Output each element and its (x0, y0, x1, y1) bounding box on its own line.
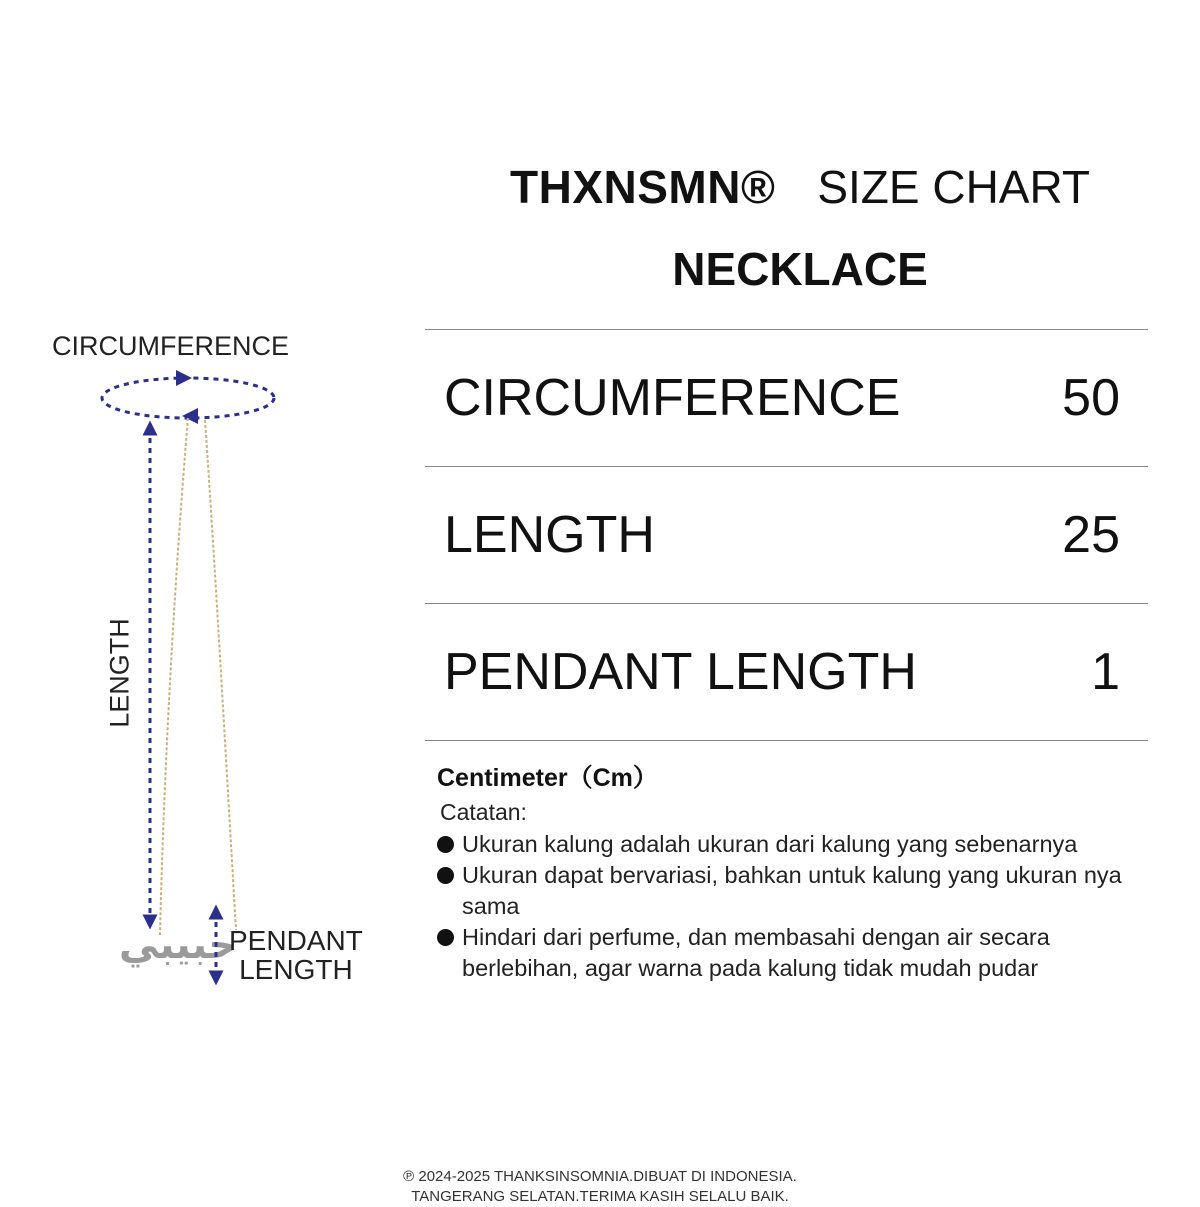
pendant-label-line2: LENGTH (239, 954, 353, 985)
note-text: Ukuran kalung adalah ukuran dari kalung yang sebenarnya (462, 831, 1078, 857)
unit-note: Centimeter（Cm） (437, 764, 658, 792)
notes-heading: Catatan: (440, 799, 527, 825)
pendant-charm: حبيبي (118, 922, 238, 968)
title-row (440, 160, 1160, 214)
length-label: LENGTH (104, 618, 135, 728)
bullet-icon (437, 867, 454, 884)
size-label: PENDANT LENGTH (444, 643, 917, 701)
list-item (437, 829, 1157, 860)
brand-name: THXNSMN® (510, 161, 776, 213)
circumference-label: CIRCUMFERENCE (52, 331, 290, 361)
size-label: CIRCUMFERENCE (444, 369, 901, 427)
size-value: 50 (1062, 369, 1120, 427)
circumference-arrow-top-icon (176, 370, 192, 386)
list-item (437, 922, 1157, 984)
size-row-circumference (425, 329, 1148, 466)
size-row-length (425, 466, 1148, 603)
size-label: LENGTH (444, 506, 655, 564)
size-value: 25 (1062, 506, 1120, 564)
footer-line-1: ℗ 2024-2025 THANKSINSOMNIA.DIBUAT DI INDONESIA. (403, 1168, 797, 1185)
size-row-pendant-length (425, 603, 1148, 741)
footer (300, 1167, 900, 1207)
bullet-icon (437, 836, 454, 853)
notes-list (437, 829, 1157, 984)
pendant-label-line1: PENDANT (229, 925, 363, 956)
pendant-length-label (229, 926, 363, 984)
note-text: Hindari dari perfume, dan membasahi dengan air secara berlebihan, agar warna pada kalung tidak mudah pudar (462, 924, 1050, 981)
list-item (437, 860, 1157, 922)
bullet-icon (437, 929, 454, 946)
note-text: Ukuran dapat bervariasi, bahkan untuk kalung yang ukuran nya sama (462, 862, 1122, 919)
footer-line-2: TANGERANG SELATAN.TERIMA KASIH SELALU BAIK. (411, 1188, 789, 1205)
circumference-ellipse (102, 378, 274, 418)
size-value: 1 (1091, 643, 1120, 701)
size-table (425, 329, 1148, 741)
product-category: NECKLACE (672, 243, 928, 295)
page-title: SIZE CHART (817, 161, 1090, 213)
circumference-arrow-bottom-icon (182, 408, 198, 424)
necklace-chain (160, 418, 236, 935)
necklace-diagram (0, 0, 420, 1000)
